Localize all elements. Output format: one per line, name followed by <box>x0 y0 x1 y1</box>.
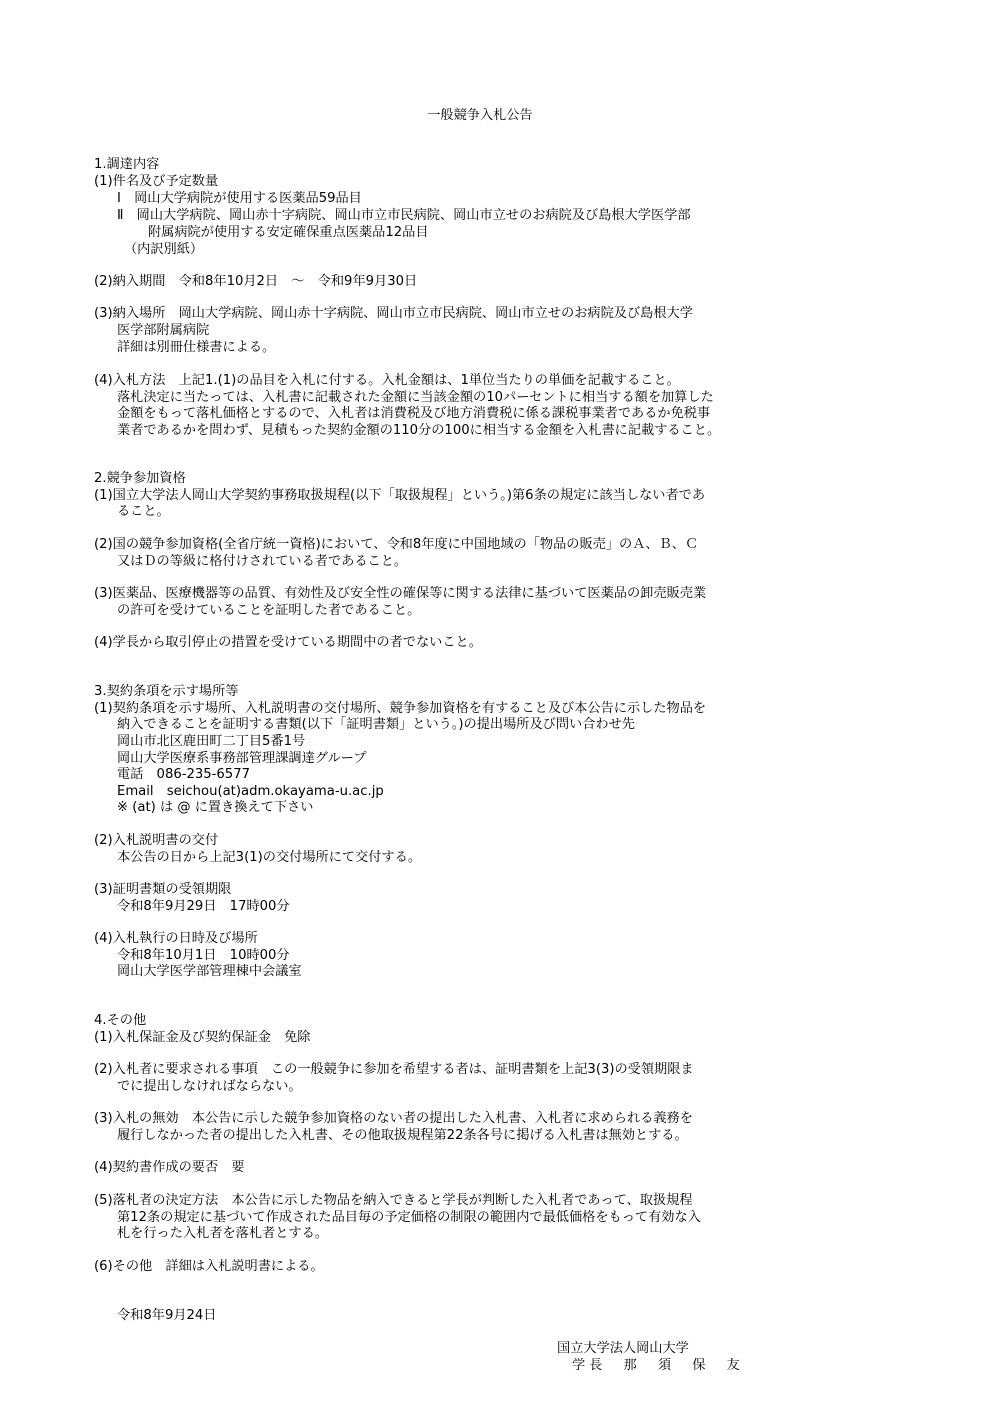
s3-item-4-place: 岡山大学医学部管理棟中会議室 <box>117 964 302 979</box>
s1-item-4-line-3: 金額をもって落札価格とするので、入札者は消費税及び地方消費税に係る課税事業者であるか免税事 <box>117 406 711 421</box>
s3-item-2: (2)入札説明書の交付 <box>94 833 219 848</box>
s1-item-4-line-4: 業者であるかを問わず、見積もった契約金額の110分の100に相当する金額を入札書に記載すること。 <box>117 423 721 438</box>
s1-item-4: (4)入札方法 上記1.(1)の品目を入札に付する。入札金額は、1単位当たりの単価を記載すること。 <box>94 373 680 388</box>
s1-item-4-line-2: 落札決定に当たっては、入札書に記載された金額に当該金額の10パーセントに相当する額を加算した <box>117 390 714 405</box>
s2-item-3: (3)医薬品、医療機器等の品質、有効性及び安全性の確保等に関する法律に基づいて医薬品の卸売販売業 <box>94 586 707 601</box>
document-title: 一般競争入札公告 <box>427 108 533 123</box>
s2-item-3-cont: の許可を受けていることを証明した者であること。 <box>117 603 421 618</box>
notice-date: 令和8年9月24日 <box>117 1308 217 1323</box>
s3-phone: 電話 086-235-6577 <box>117 767 250 782</box>
s2-item-1-cont: ること。 <box>117 504 170 519</box>
s4-item-4: (4)契約書作成の要否 要 <box>94 1160 245 1175</box>
s3-email-note: ※ (at) は @ に置き換えて下さい <box>117 800 314 815</box>
s4-item-6: (6)その他 詳細は入札説明書による。 <box>94 1259 324 1274</box>
issuer-organization: 国立大学法人岡山大学 <box>557 1341 689 1356</box>
s1-item-1: (1)件名及び予定数量 <box>94 174 219 189</box>
s1-item-3-note: 詳細は別冊仕様書による。 <box>117 340 276 355</box>
s2-item-2: (2)国の競争参加資格(全省庁統一資格)において、令和8年度に中国地域の「物品の販売」のＡ、Ｂ、Ｃ <box>94 537 699 552</box>
s3-item-1-line-2: 納入できることを証明する書類(以下「証明書類」という。)の提出場所及び問い合わせ先 <box>117 717 635 732</box>
s4-item-3: (3)入札の無効 本公告に示した競争参加資格のない者の提出した入札書、入札者に求められる義務を <box>94 1111 693 1126</box>
s3-item-3: (3)証明書類の受領期限 <box>94 882 232 897</box>
s4-item-5: (5)落札者の決定方法 本公告に示した物品を納入できると学長が判断した入札者であって、取扱規程 <box>94 1193 693 1208</box>
s4-item-2-cont: でに提出しなければならない。 <box>117 1079 302 1094</box>
s1-item-1-ii-cont: 附属病院が使用する安定確保重点医薬品12品目 <box>148 225 429 240</box>
s3-email: Email seichou(at)adm.okayama-u.ac.jp <box>117 784 384 799</box>
s3-address: 岡山市北区鹿田町二丁目5番1号 <box>117 734 306 749</box>
s4-item-5-line-2: 第12条の規定に基づいて作成された品目毎の予定価格の制限の範囲内で最低価格をもって有効な入 <box>117 1210 701 1225</box>
s4-item-5-line-3: 札を行った入札者を落札者とする。 <box>117 1226 328 1241</box>
s1-item-3-cont: 医学部附属病院 <box>117 323 210 338</box>
s3-item-1: (1)契約条項を示す場所、入札説明書の交付場所、競争参加資格を有すること及び本公告に示した物品を <box>94 701 707 716</box>
s4-item-3-cont: 履行しなかった者の提出した入札書、その他取扱規程第22条各号に掲げる入札書は無効とする。 <box>117 1128 688 1143</box>
section-3-heading: 3.契約条項を示す場所等 <box>94 684 239 699</box>
s2-item-2-cont: 又はＤの等級に格付けされている者であること。 <box>117 554 408 569</box>
s1-item-1-ii: Ⅱ 岡山大学病院、岡山赤十字病院、岡山市立市民病院、岡山市立せのお病院及び島根大学医学部 <box>117 208 691 223</box>
s1-item-1-i: Ⅰ 岡山大学病院が使用する医薬品59品目 <box>117 191 362 206</box>
s1-item-2: (2)納入期間 令和8年10月2日 ～ 令和9年9月30日 <box>94 274 418 289</box>
section-4-heading: 4.その他 <box>94 1013 147 1028</box>
s1-item-1-note: （内訳別紙） <box>124 242 204 257</box>
section-1-heading: 1.調達内容 <box>94 157 160 172</box>
s3-item-2-detail: 本公告の日から上記3(1)の交付場所にて交付する。 <box>117 850 422 865</box>
s2-item-1: (1)国立大学法人岡山大学契約事務取扱規程(以下「取扱規程」という。)第6条の規定に該当しない者であ <box>94 488 706 503</box>
s2-item-4: (4)学長から取引停止の措置を受けている期間中の者でないこと。 <box>94 635 482 650</box>
s1-item-3: (3)納入場所 岡山大学病院、岡山赤十字病院、岡山市立市民病院、岡山市立せのお病院及び島根大学 <box>94 306 693 321</box>
issuer-name: 学長 那 須 保 友 <box>572 1358 744 1373</box>
s3-item-4: (4)入札執行の日時及び場所 <box>94 931 258 946</box>
s3-item-3-deadline: 令和8年9月29日 17時00分 <box>117 899 290 914</box>
s4-item-2: (2)入札者に要求される事項 この一般競争に参加を希望する者は、証明書類を上記3(3)の受領期限ま <box>94 1062 694 1077</box>
s3-item-4-datetime: 令和8年10月1日 10時00分 <box>117 948 290 963</box>
s3-department: 岡山大学医療系事務部管理課調達グループ <box>117 751 367 766</box>
section-2-heading: 2.競争参加資格 <box>94 471 186 486</box>
s4-item-1: (1)入札保証金及び契約保証金 免除 <box>94 1030 311 1045</box>
